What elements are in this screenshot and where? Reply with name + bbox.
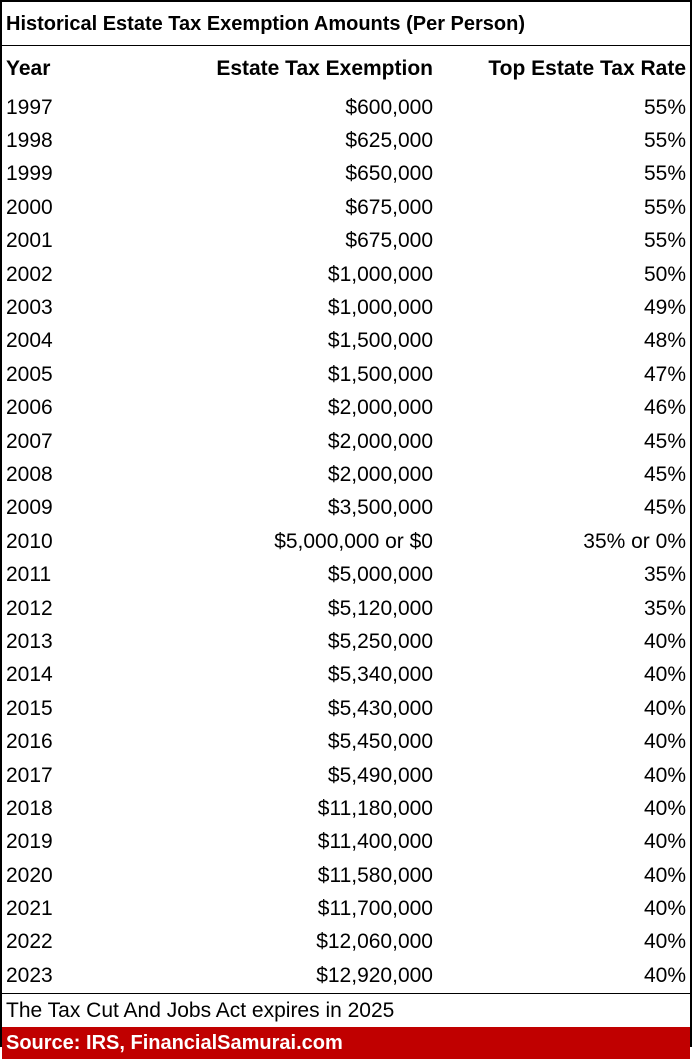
table-row <box>2 325 690 358</box>
cell-top-rate: 45% <box>643 429 686 453</box>
cell-year: 2003 <box>6 296 53 320</box>
table-header <box>2 46 690 91</box>
cell-exemption: $12,060,000 <box>316 930 433 954</box>
table-row <box>2 892 690 925</box>
cell-exemption: $5,250,000 <box>327 629 433 653</box>
table-row <box>2 191 690 224</box>
cell-exemption: $11,400,000 <box>317 830 433 854</box>
cell-year: 2007 <box>6 429 53 453</box>
cell-year: 2023 <box>6 963 53 987</box>
cell-exemption: $1,000,000 <box>327 262 433 286</box>
cell-top-rate: 40% <box>643 663 686 687</box>
table-body <box>2 91 690 993</box>
table-row <box>2 692 690 725</box>
cell-top-rate: 40% <box>643 730 686 754</box>
cell-top-rate: 49% <box>643 296 686 320</box>
table-row <box>2 291 690 324</box>
table-row <box>2 625 690 658</box>
cell-exemption: $12,920,000 <box>316 963 433 987</box>
cell-top-rate: 40% <box>643 696 686 720</box>
cell-top-rate: 40% <box>643 897 686 921</box>
table-row <box>2 458 690 491</box>
cell-top-rate: 40% <box>643 763 686 787</box>
cell-exemption: $5,450,000 <box>327 730 433 754</box>
cell-top-rate: 40% <box>643 629 686 653</box>
cell-exemption: $625,000 <box>345 129 433 153</box>
table-row <box>2 558 690 591</box>
table-row <box>2 826 690 859</box>
cell-year: 2006 <box>6 396 53 420</box>
cell-year: 2018 <box>6 796 53 820</box>
cell-top-rate: 40% <box>643 963 686 987</box>
cell-exemption: $675,000 <box>345 195 433 219</box>
cell-top-rate: 45% <box>643 496 686 520</box>
cell-year: 2009 <box>6 496 53 520</box>
table-row <box>2 659 690 692</box>
cell-year: 1998 <box>6 129 53 153</box>
table-row <box>2 492 690 525</box>
cell-exemption: $11,580,000 <box>317 863 433 887</box>
cell-year: 2013 <box>6 629 53 653</box>
header-row <box>2 46 690 91</box>
cell-year: 2008 <box>6 462 53 486</box>
cell-top-rate: 40% <box>643 796 686 820</box>
table-row <box>2 91 690 124</box>
cell-year: 2019 <box>6 830 53 854</box>
cell-year: 2002 <box>6 262 53 286</box>
cell-year: 2015 <box>6 696 53 720</box>
cell-exemption: $1,500,000 <box>327 329 433 353</box>
cell-year: 2012 <box>6 596 53 620</box>
cell-top-rate: 45% <box>643 462 686 486</box>
cell-top-rate: 55% <box>643 195 686 219</box>
cell-top-rate: 55% <box>643 129 686 153</box>
cell-year: 2016 <box>6 730 53 754</box>
cell-top-rate: 55% <box>643 229 686 253</box>
cell-exemption: $5,000,000 <box>327 563 433 587</box>
cell-year: 1999 <box>6 162 53 186</box>
cell-year: 2004 <box>6 329 53 353</box>
table-row <box>2 959 690 992</box>
estate-tax-table <box>2 46 690 993</box>
cell-year: 2010 <box>6 529 53 553</box>
cell-exemption: $11,180,000 <box>317 796 433 820</box>
cell-exemption: $11,700,000 <box>317 897 433 921</box>
cell-top-rate: 35% <box>643 596 686 620</box>
cell-top-rate: 47% <box>643 362 686 386</box>
cell-top-rate: 35% <box>643 563 686 587</box>
cell-exemption: $5,000,000 or $0 <box>274 529 433 553</box>
cell-exemption: $650,000 <box>345 162 433 186</box>
cell-top-rate: 35% or 0% <box>583 529 686 553</box>
table-row <box>2 258 690 291</box>
table-row <box>2 392 690 425</box>
cell-top-rate: 40% <box>643 863 686 887</box>
cell-top-rate: 55% <box>643 95 686 119</box>
table-row <box>2 792 690 825</box>
header-year: Year <box>6 56 51 80</box>
expiry-note: The Tax Cut And Jobs Act expires in 2025 <box>2 993 690 1027</box>
cell-exemption: $2,000,000 <box>327 429 433 453</box>
cell-exemption: $5,490,000 <box>327 763 433 787</box>
cell-exemption: $2,000,000 <box>327 396 433 420</box>
header-top-rate: Top Estate Tax Rate <box>488 56 686 80</box>
cell-year: 2014 <box>6 663 53 687</box>
table-row <box>2 124 690 157</box>
table-row <box>2 926 690 959</box>
cell-top-rate: 40% <box>643 930 686 954</box>
cell-top-rate: 50% <box>643 262 686 286</box>
table-row <box>2 225 690 258</box>
table-title: Historical Estate Tax Exemption Amounts (Per Person) <box>2 2 690 46</box>
cell-exemption: $675,000 <box>345 229 433 253</box>
table-row <box>2 158 690 191</box>
table-row <box>2 859 690 892</box>
cell-year: 2021 <box>6 897 53 921</box>
source-banner: Source: IRS, FinancialSamurai.com <box>2 1027 690 1059</box>
cell-exemption: $600,000 <box>345 95 433 119</box>
table-row <box>2 358 690 391</box>
cell-year: 2017 <box>6 763 53 787</box>
cell-exemption: $5,120,000 <box>327 596 433 620</box>
cell-year: 2022 <box>6 930 53 954</box>
cell-year: 2000 <box>6 195 53 219</box>
cell-year: 2020 <box>6 863 53 887</box>
cell-year: 2005 <box>6 362 53 386</box>
table-row <box>2 759 690 792</box>
table-row <box>2 592 690 625</box>
cell-top-rate: 48% <box>643 329 686 353</box>
cell-top-rate: 46% <box>643 396 686 420</box>
cell-exemption: $1,500,000 <box>327 362 433 386</box>
table-row <box>2 525 690 558</box>
cell-year: 2001 <box>6 229 53 253</box>
table-row <box>2 725 690 758</box>
cell-exemption: $1,000,000 <box>327 296 433 320</box>
cell-exemption: $5,340,000 <box>327 663 433 687</box>
cell-exemption: $3,500,000 <box>327 496 433 520</box>
header-exemption: Estate Tax Exemption <box>216 56 433 80</box>
cell-year: 1997 <box>6 95 53 119</box>
cell-top-rate: 55% <box>643 162 686 186</box>
table-row <box>2 425 690 458</box>
cell-year: 2011 <box>6 563 52 587</box>
cell-top-rate: 40% <box>643 830 686 854</box>
cell-exemption: $2,000,000 <box>327 462 433 486</box>
cell-exemption: $5,430,000 <box>327 696 433 720</box>
